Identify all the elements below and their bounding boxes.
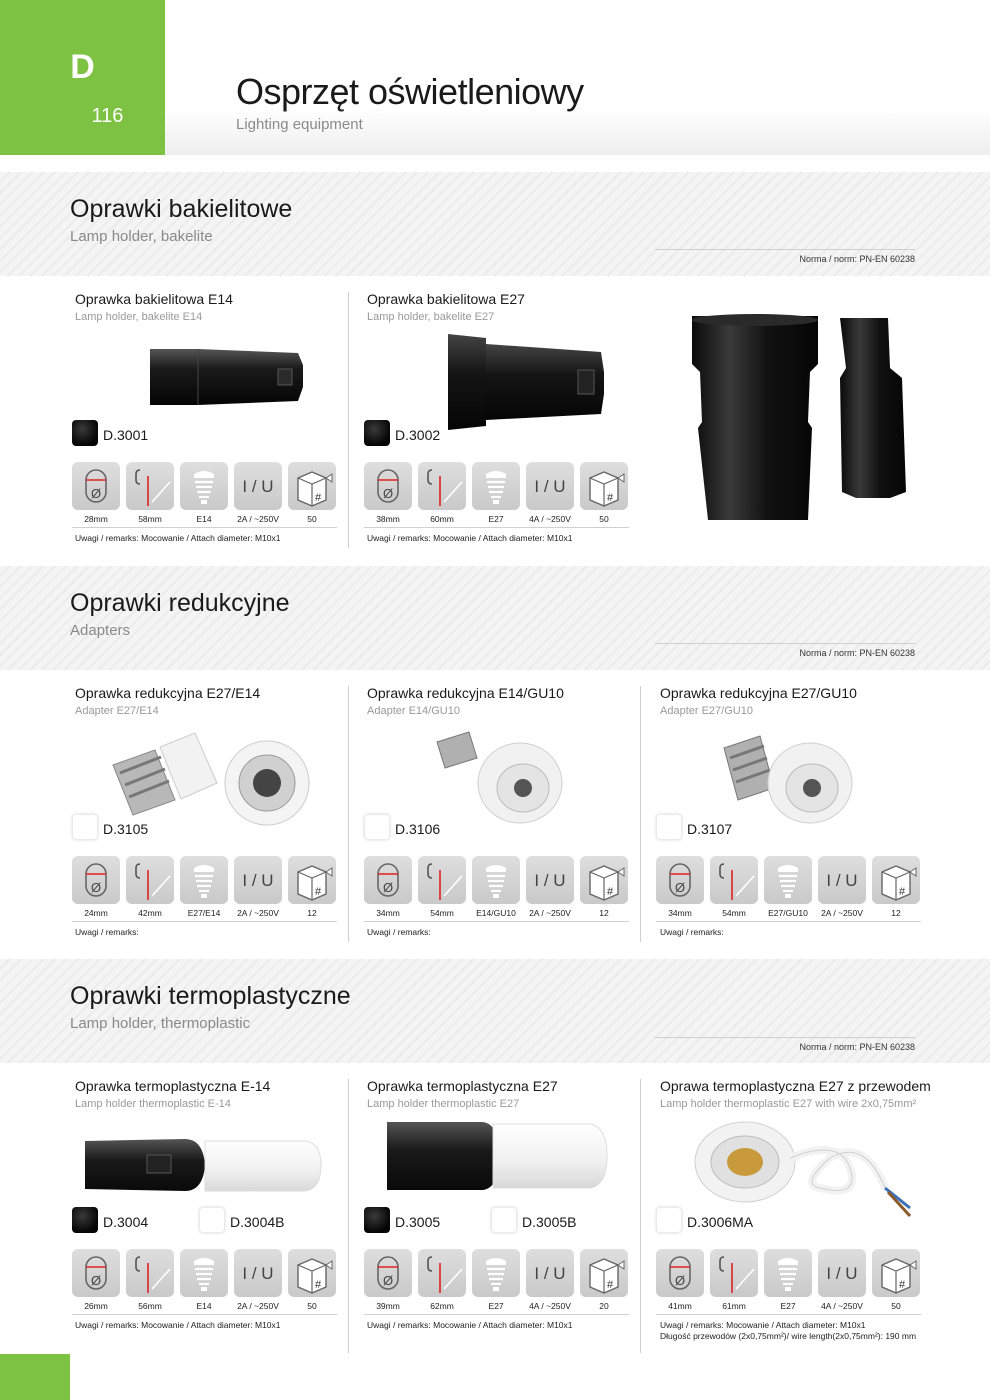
spec-length: 60mm [430, 514, 454, 524]
svg-text:Ø: Ø [674, 1273, 686, 1288]
spec-values-row [72, 908, 337, 922]
diameter-icon [364, 856, 412, 904]
spec-current-voltage: 2A / ~250V [821, 908, 863, 918]
spec-quantity: 50 [307, 514, 317, 524]
spec-icons-row [364, 462, 629, 510]
package-quantity-icon [288, 856, 336, 904]
spec-icons-row [656, 856, 921, 904]
remarks: Uwagi / remarks: Mocowanie / Attach diameter: M10x1 [367, 533, 573, 543]
product-image-d3005 [383, 1120, 613, 1195]
product-subtitle: Adapter E27/GU10 [660, 705, 753, 717]
spec-values-row [72, 514, 337, 528]
package-quantity-icon [872, 856, 920, 904]
spec-current-voltage: 2A / ~250V [237, 1301, 279, 1311]
norm-label-adapters: Norma / norm: PN-EN 60238 [655, 643, 915, 658]
spec-diameter: 41mm [668, 1301, 692, 1311]
product-subtitle: Lamp holder thermoplastic E27 [367, 1098, 520, 1110]
spec-quantity: 50 [599, 514, 609, 524]
svg-text:Ø: Ø [90, 1273, 102, 1288]
section-letter: D [70, 48, 95, 86]
spec-socket: E27/E14 [187, 908, 221, 918]
socket-thread-icon [472, 462, 520, 510]
diameter-icon [656, 1249, 704, 1297]
spec-length: 54mm [722, 908, 746, 918]
product-image-bakelite-large [690, 312, 930, 527]
socket-thread-icon [180, 1249, 228, 1297]
section-title-thermoplastic: Oprawki termoplastyczne [70, 982, 351, 1010]
spec-socket: E27 [488, 1301, 504, 1311]
socket-thread-icon [472, 1249, 520, 1297]
svg-text:#: # [606, 1279, 614, 1291]
svg-text:Ø: Ø [90, 486, 102, 501]
package-quantity-icon [288, 462, 336, 510]
svg-text:#: # [606, 492, 614, 504]
color-swatch-black [72, 420, 98, 446]
spec-quantity: 50 [307, 1301, 317, 1311]
spec-diameter: 28mm [84, 514, 108, 524]
socket-thread-icon [764, 856, 812, 904]
page-title: Osprzęt oświetleniowy [236, 71, 584, 112]
product-code: D.3107 [687, 821, 733, 837]
product-subtitle: Lamp holder thermoplastic E-14 [75, 1098, 231, 1110]
color-swatch-black [364, 420, 390, 446]
svg-text:Ø: Ø [90, 880, 102, 895]
product-title: Oprawka redukcyjna E14/GU10 [367, 685, 564, 701]
svg-text:#: # [898, 886, 906, 898]
product-code: D.3105 [103, 821, 149, 837]
spec-socket: E14 [196, 514, 212, 524]
svg-text:Ø: Ø [674, 880, 686, 895]
spec-socket: E27/GU10 [768, 908, 808, 918]
svg-text:I / U: I / U [242, 1264, 274, 1283]
spec-values-row [72, 1301, 337, 1315]
product-image-d3001 [148, 345, 308, 407]
svg-text:I / U: I / U [242, 871, 274, 890]
spec-current-voltage: 4A / ~250V [529, 1301, 571, 1311]
spec-quantity: 20 [599, 1301, 609, 1311]
spec-socket: E14 [196, 1301, 212, 1311]
length-icon [126, 462, 174, 510]
spec-diameter: 39mm [376, 1301, 400, 1311]
product-image-d3107 [720, 728, 860, 828]
spec-diameter: 34mm [668, 908, 692, 918]
spec-icons-row [656, 1249, 921, 1297]
spec-icons-row [72, 856, 337, 904]
section-title-bakelite: Oprawki bakielitowe [70, 195, 293, 223]
socket-thread-icon [180, 856, 228, 904]
column-divider [640, 1079, 641, 1353]
column-divider [348, 1079, 349, 1353]
column-divider [348, 292, 349, 548]
spec-length: 58mm [138, 514, 162, 524]
svg-text:#: # [314, 886, 322, 898]
current-voltage-icon [818, 856, 866, 904]
diameter-icon [364, 1249, 412, 1297]
norm-label-bakelite: Norma / norm: PN-EN 60238 [655, 249, 915, 264]
svg-text:#: # [314, 1279, 322, 1291]
diameter-icon [72, 1249, 120, 1297]
svg-text:Ø: Ø [382, 1273, 394, 1288]
spec-socket: E14/GU10 [476, 908, 516, 918]
package-quantity-icon [288, 1249, 336, 1297]
spec-current-voltage: 4A / ~250V [821, 1301, 863, 1311]
spec-diameter: 34mm [376, 908, 400, 918]
product-code: D.3004 [103, 1214, 149, 1230]
product-title: Oprawa termoplastyczna E27 z przewodem [660, 1078, 931, 1094]
spec-values-row [364, 514, 629, 528]
spec-current-voltage: 2A / ~250V [237, 514, 279, 524]
remarks: Uwagi / remarks: [75, 927, 139, 937]
product-title: Oprawka redukcyjna E27/GU10 [660, 685, 857, 701]
spec-icons-row [72, 462, 337, 510]
spec-current-voltage: 2A / ~250V [529, 908, 571, 918]
product-title: Oprawka termoplastyczna E27 [367, 1078, 558, 1094]
product-subtitle: Lamp holder thermoplastic E27 with wire 2x0,75mm² [660, 1098, 917, 1110]
svg-text:I / U: I / U [534, 1264, 566, 1283]
current-voltage-icon [234, 856, 282, 904]
socket-thread-icon [472, 856, 520, 904]
product-code: D.3004B [230, 1214, 285, 1230]
color-swatch-white [656, 1207, 682, 1233]
product-code: D.3005 [395, 1214, 441, 1230]
spec-diameter: 26mm [84, 1301, 108, 1311]
norm-label-thermoplastic: Norma / norm: PN-EN 60238 [655, 1037, 915, 1052]
color-swatch-white [491, 1207, 517, 1233]
diameter-icon [364, 462, 412, 510]
svg-text:I / U: I / U [826, 871, 858, 890]
spec-icons-row [364, 1249, 629, 1297]
diameter-icon [72, 856, 120, 904]
length-icon [126, 856, 174, 904]
svg-text:Ø: Ø [382, 880, 394, 895]
current-voltage-icon [234, 1249, 282, 1297]
remarks: Uwagi / remarks: [367, 927, 431, 937]
spec-diameter: 38mm [376, 514, 400, 524]
spec-socket: E27 [488, 514, 504, 524]
package-quantity-icon [580, 856, 628, 904]
diameter-icon [656, 856, 704, 904]
product-code: D.3002 [395, 427, 441, 443]
spec-values-row [364, 908, 629, 922]
product-subtitle: Lamp holder, bakelite E14 [75, 311, 203, 323]
product-subtitle: Adapter E27/E14 [75, 705, 159, 717]
spec-length: 61mm [722, 1301, 746, 1311]
length-icon [418, 1249, 466, 1297]
product-title: Oprawka bakielitowa E14 [75, 291, 233, 307]
page-number: 116 [91, 105, 124, 127]
spec-values-row [656, 1301, 921, 1315]
spec-socket: E27 [780, 1301, 796, 1311]
spec-values-row [364, 1301, 629, 1315]
spec-length: 42mm [138, 908, 162, 918]
remarks: Uwagi / remarks: Mocowanie / Attach diameter: M10x1 [75, 533, 281, 543]
spec-quantity: 12 [599, 908, 609, 918]
current-voltage-icon [526, 856, 574, 904]
product-image-d3105 [105, 725, 315, 825]
package-quantity-icon [580, 1249, 628, 1297]
svg-text:I / U: I / U [826, 1264, 858, 1283]
color-swatch-black [72, 1207, 98, 1233]
spec-icons-row [72, 1249, 337, 1297]
remarks: Uwagi / remarks: Mocowanie / Attach diameter: M10x1 [660, 1320, 866, 1330]
remarks: Uwagi / remarks: [660, 927, 724, 937]
product-image-d3106 [435, 728, 575, 828]
current-voltage-icon [526, 1249, 574, 1297]
page-subtitle: Lighting equipment [236, 116, 363, 133]
length-icon [710, 1249, 758, 1297]
color-swatch-white [72, 814, 98, 840]
spec-diameter: 24mm [84, 908, 108, 918]
svg-text:I / U: I / U [534, 871, 566, 890]
package-quantity-icon [872, 1249, 920, 1297]
color-swatch-white [656, 814, 682, 840]
remarks: Uwagi / remarks: Mocowanie / Attach diameter: M10x1 [75, 1320, 281, 1330]
product-image-d3004 [85, 1135, 325, 1197]
socket-thread-icon [764, 1249, 812, 1297]
product-title: Oprawka bakielitowa E27 [367, 291, 525, 307]
section-subtitle-bakelite: Lamp holder, bakelite [70, 228, 213, 245]
length-icon [418, 462, 466, 510]
section-title-adapters: Oprawki redukcyjne [70, 589, 290, 617]
svg-text:#: # [606, 886, 614, 898]
product-image-d3002 [446, 332, 606, 432]
spec-quantity: 12 [307, 908, 317, 918]
diameter-icon [72, 462, 120, 510]
product-code: D.3106 [395, 821, 441, 837]
column-divider [348, 686, 349, 942]
length-icon [418, 856, 466, 904]
svg-text:I / U: I / U [534, 477, 566, 496]
svg-text:#: # [898, 1279, 906, 1291]
spec-quantity: 50 [891, 1301, 901, 1311]
length-icon [126, 1249, 174, 1297]
spec-icons-row [364, 856, 629, 904]
color-swatch-black [364, 1207, 390, 1233]
product-subtitle: Adapter E14/GU10 [367, 705, 460, 717]
svg-text:#: # [314, 492, 322, 504]
current-voltage-icon [818, 1249, 866, 1297]
spec-values-row [656, 908, 921, 922]
current-voltage-icon [526, 462, 574, 510]
socket-thread-icon [180, 462, 228, 510]
current-voltage-icon [234, 462, 282, 510]
product-code: D.3001 [103, 427, 149, 443]
product-subtitle: Lamp holder, bakelite E27 [367, 311, 495, 323]
color-swatch-white [199, 1207, 225, 1233]
section-subtitle-adapters: Adapters [70, 622, 131, 639]
remarks-wire-length: Długość przewodów (2x0,75mm²)/ wire length(2x0,75mm²): 190 mm [660, 1331, 917, 1341]
spec-current-voltage: 2A / ~250V [237, 908, 279, 918]
color-swatch-white [364, 814, 390, 840]
spec-length: 62mm [430, 1301, 454, 1311]
product-image-d3006ma [690, 1118, 915, 1223]
product-title: Oprawka termoplastyczna E-14 [75, 1078, 271, 1094]
package-quantity-icon [580, 462, 628, 510]
spec-length: 54mm [430, 908, 454, 918]
spec-length: 56mm [138, 1301, 162, 1311]
column-divider [640, 686, 641, 942]
remarks: Uwagi / remarks: Mocowanie / Attach diameter: M10x1 [367, 1320, 573, 1330]
spec-current-voltage: 4A / ~250V [529, 514, 571, 524]
page-corner-accent [0, 1354, 70, 1400]
length-icon [710, 856, 758, 904]
product-title: Oprawka redukcyjna E27/E14 [75, 685, 261, 701]
section-subtitle-thermoplastic: Lamp holder, thermoplastic [70, 1015, 251, 1032]
spec-quantity: 12 [891, 908, 901, 918]
section-tab [0, 0, 165, 155]
svg-text:Ø: Ø [382, 486, 394, 501]
product-code: D.3005B [522, 1214, 577, 1230]
svg-text:I / U: I / U [242, 477, 274, 496]
product-code: D.3006MA [687, 1214, 754, 1230]
